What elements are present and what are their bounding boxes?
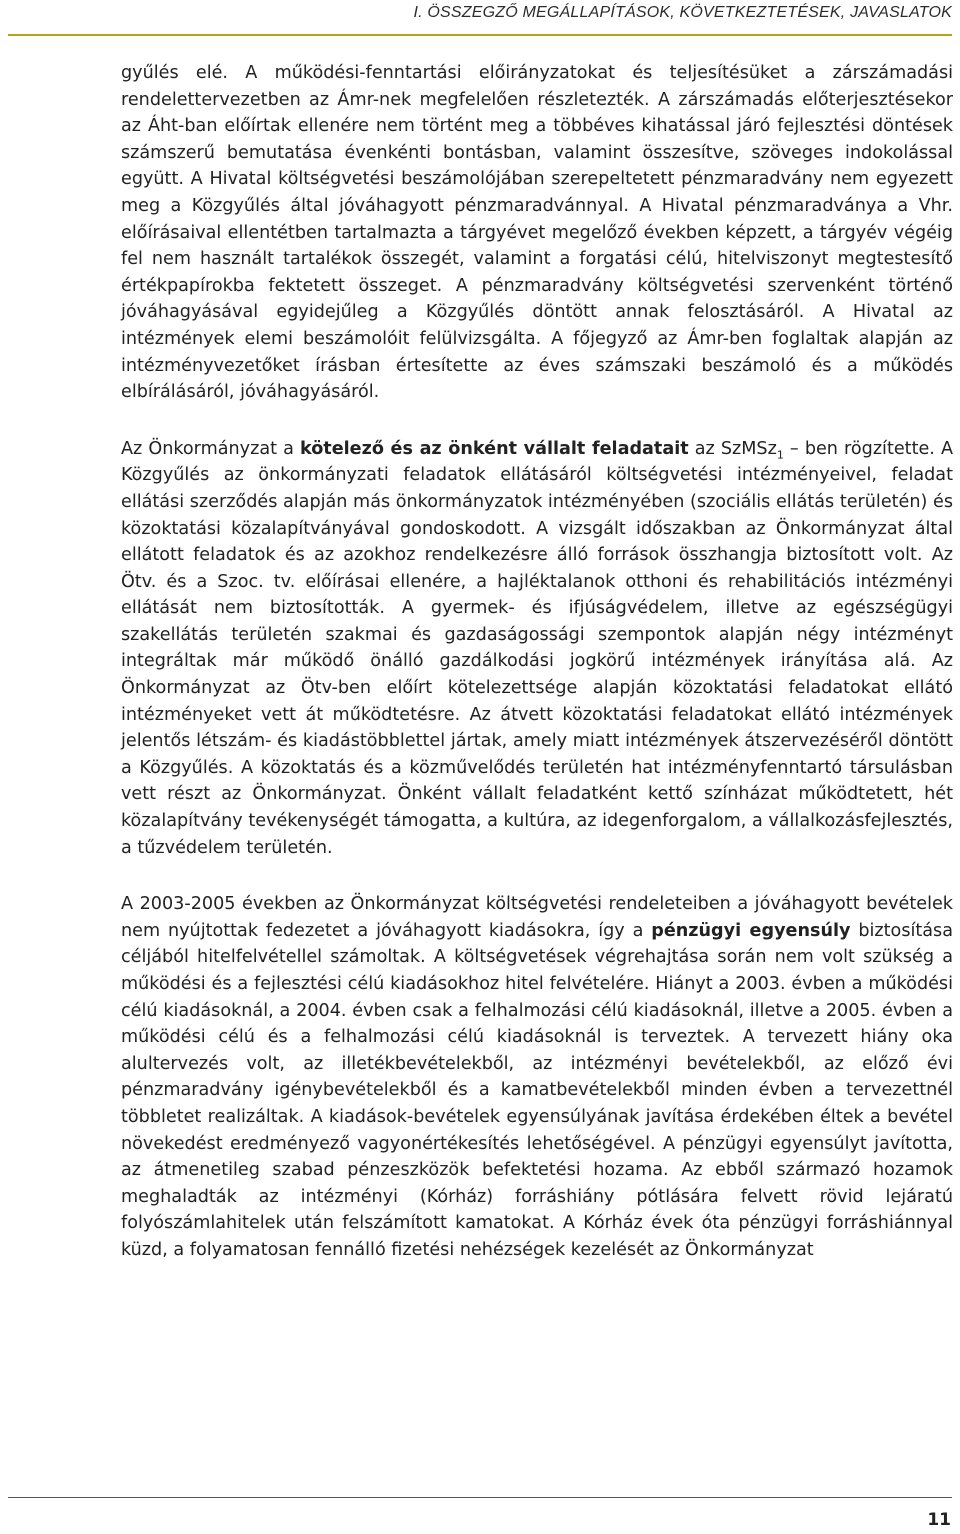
page-number: 11 [927,1510,951,1530]
paragraph-3-text-end: biztosítása céljából hitelfelvétellel számoltak. A költségvetések végrehajtása során nem volt szükség a működési és a fejlesztési célú kiadásokhoz hitel felvételére. Hiányt a 2003. évben a működési célú kiadásoknál, a 2004. évben csak a felhalmozási célú kiadásoknál, illetve a 2005. évben a működési célú és a felhalmozási célú kiadásoknál is terveztek. A tervezett hiány oka alultervezés volt, az illetékbevételekből, az intézményi bevételekből, az előző évi pénzmaradvány igénybevételekből és a kamatbevételekből minden évben a tervezettnél többletet realizáltak. A kiadások-bevételek egyensúlyának javítása érdekében éltek a bevétel növekedést eredményező vagyonértékesítés lehetőségével. A pénzügyi egyensúlyt javította, az átmenetileg szabad pénzeszközök befektetési hozama. Az ebből származó hozamok meghaladták az intézményi (Kórház) forráshiány pótlására felvett rövid lejáratú folyószámlahitelek után felszámított kamatokat. A Kórház évek óta pénzügyi forráshiánnyal küzd, a folyamatosan fennálló fizetési nehézségek kezelését az Önkormányzat [121,920,953,1260]
paragraph-2-subscript: 1 [776,448,784,462]
paragraph-3-text-start: A 2003-2005 években az Önkormányzat költségvetési rendeleteiben a jóváhagyott bevételek nem nyújtottak fedezetet a jóváhagyott kiadásokra, így a [121,894,953,941]
paragraph-2-emphasis: kötelező és az önként vállalt feladatait [299,438,689,459]
body-text [121,60,953,1294]
footer-rule [8,1497,952,1498]
page-header [0,0,960,38]
paragraph-2-text-mid: az SzMSz [688,438,777,459]
paragraph-3-emphasis: pénzügyi egyensúly [651,920,851,941]
paragraph-2 [121,436,953,862]
header-rule [8,34,952,36]
paragraph-1: gyűlés elé. A működési-fenntartási előirányzatokat és teljesítésüket a zárszámadási rendelettervezetben az Ámr-nek megfelelően részletezték. A zárszámadás előterjesztésekor az Áht-ban előírtak ellenére nem történt meg a többéves kihatással járó fejlesztési döntések számszerű bemutatása évenkénti bontásban, valamint összesítve, szöveges indokolással együtt. A Hivatal költségvetési beszámolójában szerepeltetett pénzmaradvány nem egyezett meg a Közgyűlés által jóváhagyott pénzmaradvánnyal. A Hivatal pénzmaradványa a Vhr. előírásaival ellentétben tartalmazta a tárgyévet megelőző években képzett, a tárgyév végéig fel nem használt tartalékok összegét, valamint a forgatási célú, hitelviszonyt megtestesítő értékpapírokba fektetett összeget. A pénzmaradvány költségvetési szervenként történő jóváhagyásával egyidejűleg a Közgyűlés döntött annak felosztásáról. A Hivatal az intézmények elemi beszámolóit felülvizsgálta. A főjegyző az Ámr-ben foglaltak alapján az intézményvezetőket írásban értesítette az éves számszaki beszámoló és a működés elbírálásáról, jóváhagyásáról. [121,63,953,403]
paragraph-2-text-start: Az Önkormányzat a [121,438,300,459]
section-title: I. ÖSSZEGZŐ MEGÁLLAPÍTÁSOK, KÖVETKEZTETÉSEK, JAVASLATOK [413,4,952,21]
paragraph-2-text-end: – ben rögzítette. A Közgyűlés az önkormányzati feladatok ellátásáról költségvetési intézményeivel, feladat ellátási szerződés alapján más önkormányzatok intézményében (szociális ellátás területén) és közoktatási közalapítványával gondoskodott. A vizsgált időszakban az Önkormányzat által ellátott feladatok és az azokhoz rendelkezésre álló források összhangja biztosított volt. Az Ötv. és a Szoc. tv. előírásai ellenére, a hajléktalanok otthoni és rehabilitációs intézményi ellátását nem biztosították. A gyermek- és ifjúságvédelem, illetve az egészségügyi szakellátás területén szakmai és gazdaságossági szempontok alapján négy intézményt integráltak már működő önálló gazdálkodási jogkörű intézmények irányítása alá. Az Önkormányzat az Ötv-ben előírt kötelezettsége alapján közoktatási feladatokat ellátó intézményeket vett át működtetésre. Az átvett közoktatási feladatokat ellátó intézmények jelentős létszám- és kiadástöbblettel jártak, amely miatt intézmények átszervezéséről döntött a Közgyűlés. A közoktatás és a közművelődés területén hat intézményfenntartó társulásban vett részt az Önkormányzat. Önként vállalt feladatként kettő színházat működtetett, hét közalapítvány tevékenységét támogatta, a kultúra, az idegenforgalom, a vállalkozásfejlesztés, a tűzvédelem területén. [121,438,954,858]
paragraph-3 [121,891,953,1263]
